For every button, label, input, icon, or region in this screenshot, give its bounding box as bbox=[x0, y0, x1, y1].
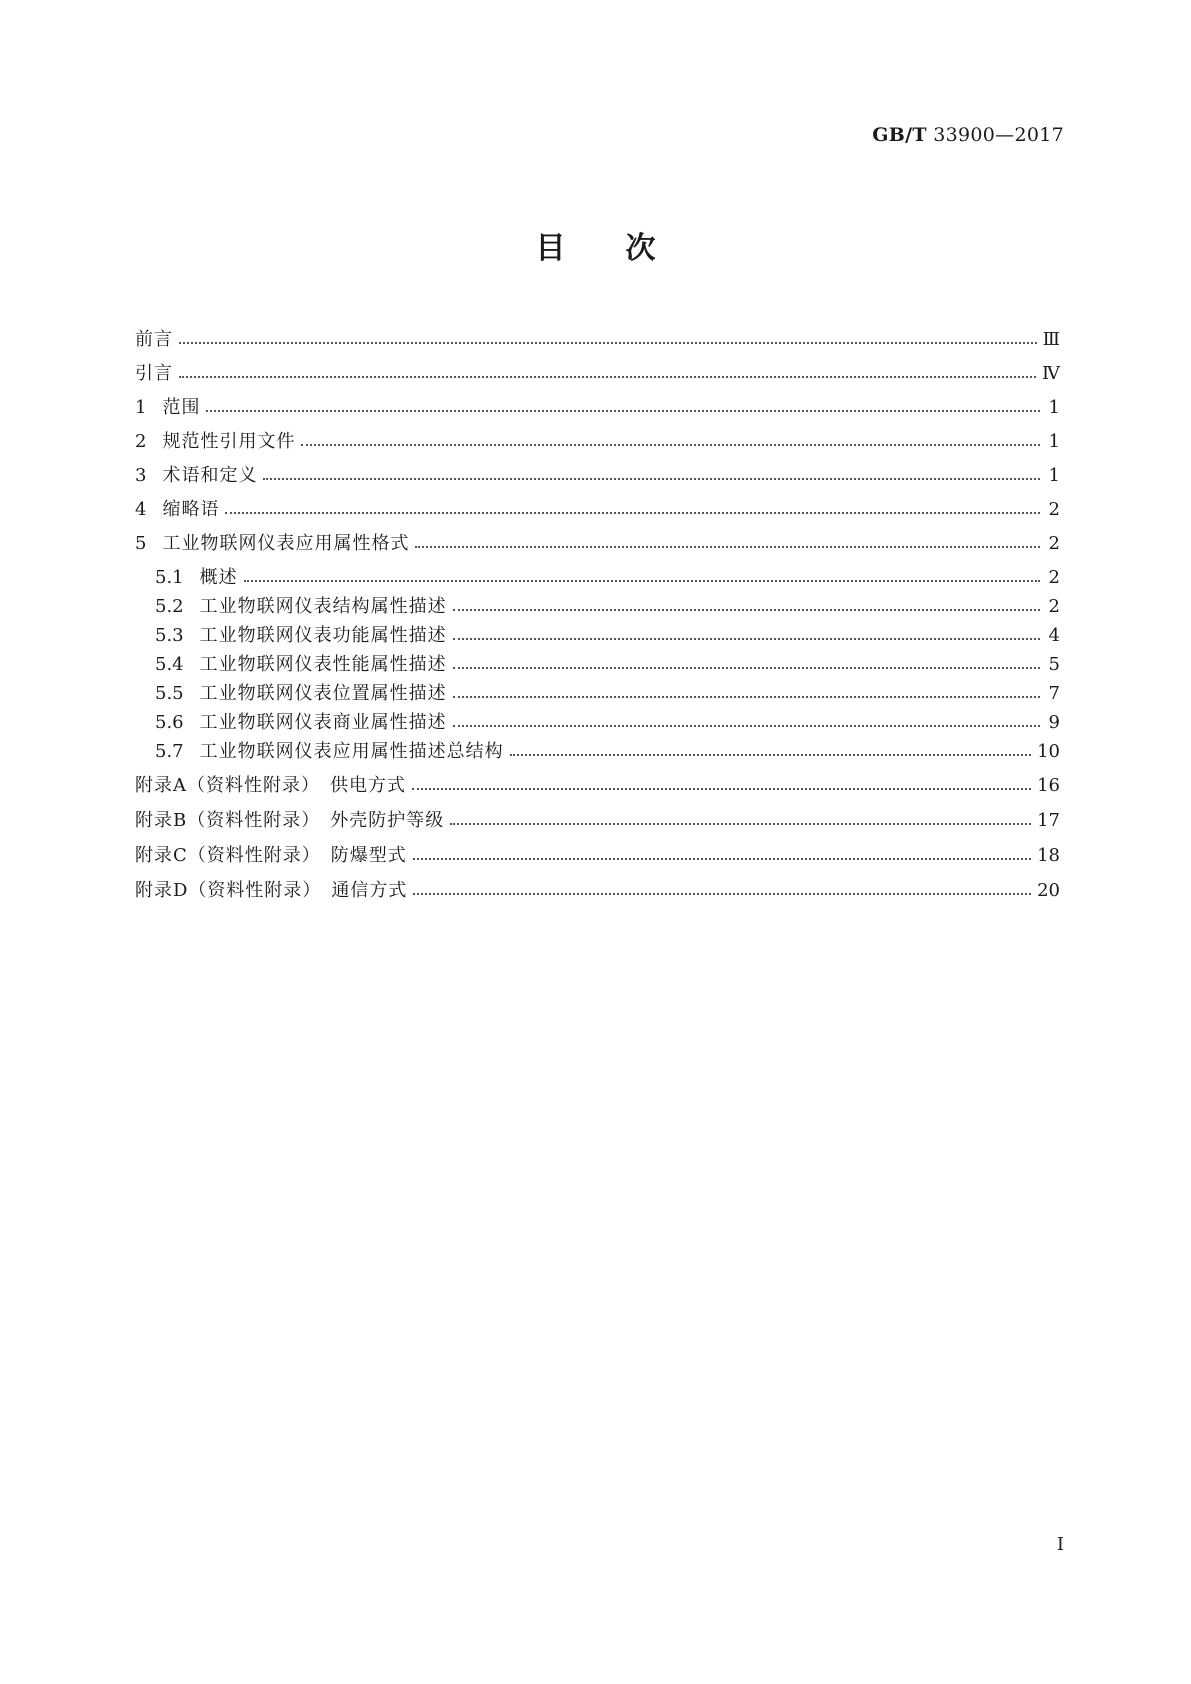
standard-prefix: GB/T bbox=[872, 124, 927, 146]
toc-page: 5 bbox=[1048, 654, 1060, 675]
dot-leader bbox=[179, 340, 1037, 344]
page-title: 目次 bbox=[535, 231, 716, 266]
toc-entry[interactable] bbox=[155, 564, 1060, 592]
toc-entry[interactable] bbox=[155, 738, 1060, 766]
toc-title: 工业物联网仪表应用属性描述总结构 bbox=[199, 741, 504, 762]
dot-leader bbox=[510, 752, 1031, 756]
toc-page: 2 bbox=[1048, 596, 1060, 617]
dot-leader bbox=[453, 607, 1040, 611]
toc-title: 工业物联网仪表结构属性描述 bbox=[199, 596, 447, 617]
toc-title: 工业物联网仪表位置属性描述 bbox=[199, 683, 447, 704]
toc-page: 17 bbox=[1037, 810, 1060, 831]
dot-leader bbox=[450, 821, 1031, 825]
toc-title: 规范性引用文件 bbox=[162, 431, 296, 452]
toc-number: 4 bbox=[135, 499, 147, 520]
toc-page: 16 bbox=[1037, 775, 1060, 796]
toc-title: 附录B（资料性附录） 外壳防护等级 bbox=[135, 810, 445, 831]
toc-entry[interactable] bbox=[135, 772, 1060, 800]
toc-page: 1 bbox=[1048, 397, 1060, 418]
toc-title: 缩略语 bbox=[162, 499, 220, 520]
dot-leader bbox=[301, 442, 1040, 446]
toc-page: Ⅳ bbox=[1042, 363, 1060, 384]
toc-entry[interactable] bbox=[135, 842, 1060, 870]
dot-leader bbox=[453, 723, 1040, 727]
toc-page: 18 bbox=[1037, 845, 1060, 866]
toc-page: 1 bbox=[1048, 431, 1060, 452]
standard-number: 33900—2017 bbox=[933, 124, 1064, 146]
toc-page: 1 bbox=[1048, 465, 1060, 486]
toc-title: 引言 bbox=[135, 363, 173, 384]
toc-page: 9 bbox=[1048, 712, 1060, 733]
toc-entry[interactable] bbox=[135, 360, 1060, 388]
toc-page: 7 bbox=[1048, 683, 1060, 704]
dot-leader bbox=[413, 891, 1031, 895]
toc-title: 术语和定义 bbox=[162, 465, 258, 486]
toc-entry[interactable] bbox=[135, 394, 1060, 422]
toc-title: 工业物联网仪表功能属性描述 bbox=[199, 625, 447, 646]
toc-title: 概述 bbox=[199, 567, 238, 588]
toc-number: 5.3 bbox=[155, 625, 184, 646]
toc-title: 工业物联网仪表性能属性描述 bbox=[199, 654, 447, 675]
toc-title: 前言 bbox=[135, 329, 173, 350]
dot-leader bbox=[179, 374, 1036, 378]
toc-number: 5.5 bbox=[155, 683, 184, 704]
toc-title: 附录A（资料性附录） 供电方式 bbox=[135, 775, 406, 796]
toc-page: 2 bbox=[1048, 499, 1060, 520]
dot-leader bbox=[263, 476, 1040, 480]
toc-entry[interactable] bbox=[155, 709, 1060, 737]
dot-leader bbox=[244, 578, 1040, 582]
toc-entry[interactable] bbox=[135, 530, 1060, 558]
dot-leader bbox=[415, 544, 1040, 548]
dot-leader bbox=[453, 636, 1040, 640]
toc-entry[interactable] bbox=[155, 622, 1060, 650]
toc-title: 范围 bbox=[162, 397, 201, 418]
dot-leader bbox=[225, 510, 1040, 514]
toc-page: 4 bbox=[1048, 625, 1060, 646]
toc-entry[interactable] bbox=[135, 807, 1060, 835]
dot-leader bbox=[206, 408, 1040, 412]
toc-entry[interactable] bbox=[135, 462, 1060, 490]
toc-number: 5 bbox=[135, 533, 147, 554]
dot-leader bbox=[453, 694, 1040, 698]
toc-number: 5.6 bbox=[155, 712, 184, 733]
dot-leader bbox=[412, 786, 1031, 790]
dot-leader bbox=[453, 665, 1040, 669]
toc-number: 1 bbox=[135, 397, 147, 418]
toc-number: 5.2 bbox=[155, 596, 184, 617]
toc-entry[interactable] bbox=[135, 326, 1060, 354]
toc-page: 20 bbox=[1037, 880, 1060, 901]
toc-entry[interactable] bbox=[155, 593, 1060, 621]
toc-page: Ⅲ bbox=[1042, 329, 1060, 350]
toc-entry[interactable] bbox=[155, 680, 1060, 708]
toc-number: 5.4 bbox=[155, 654, 184, 675]
toc-number: 5.7 bbox=[155, 741, 184, 762]
page-number: Ⅰ bbox=[1056, 1534, 1064, 1555]
standard-code bbox=[872, 124, 1064, 146]
toc-entry[interactable] bbox=[135, 428, 1060, 456]
toc-entry[interactable] bbox=[135, 877, 1060, 905]
toc-number: 2 bbox=[135, 431, 147, 452]
toc-entry[interactable] bbox=[135, 496, 1060, 524]
toc-page: 10 bbox=[1037, 741, 1060, 762]
toc-page: 2 bbox=[1048, 533, 1060, 554]
toc-title: 附录D（资料性附录） 通信方式 bbox=[135, 880, 408, 901]
toc-title: 工业物联网仪表商业属性描述 bbox=[199, 712, 447, 733]
toc-number: 5.1 bbox=[155, 567, 184, 588]
toc-entry[interactable] bbox=[155, 651, 1060, 679]
toc-title: 工业物联网仪表应用属性格式 bbox=[162, 533, 410, 554]
toc-number: 3 bbox=[135, 465, 147, 486]
toc-page: 2 bbox=[1048, 567, 1060, 588]
toc-title: 附录C（资料性附录） 防爆型式 bbox=[135, 845, 407, 866]
dot-leader bbox=[413, 856, 1031, 860]
